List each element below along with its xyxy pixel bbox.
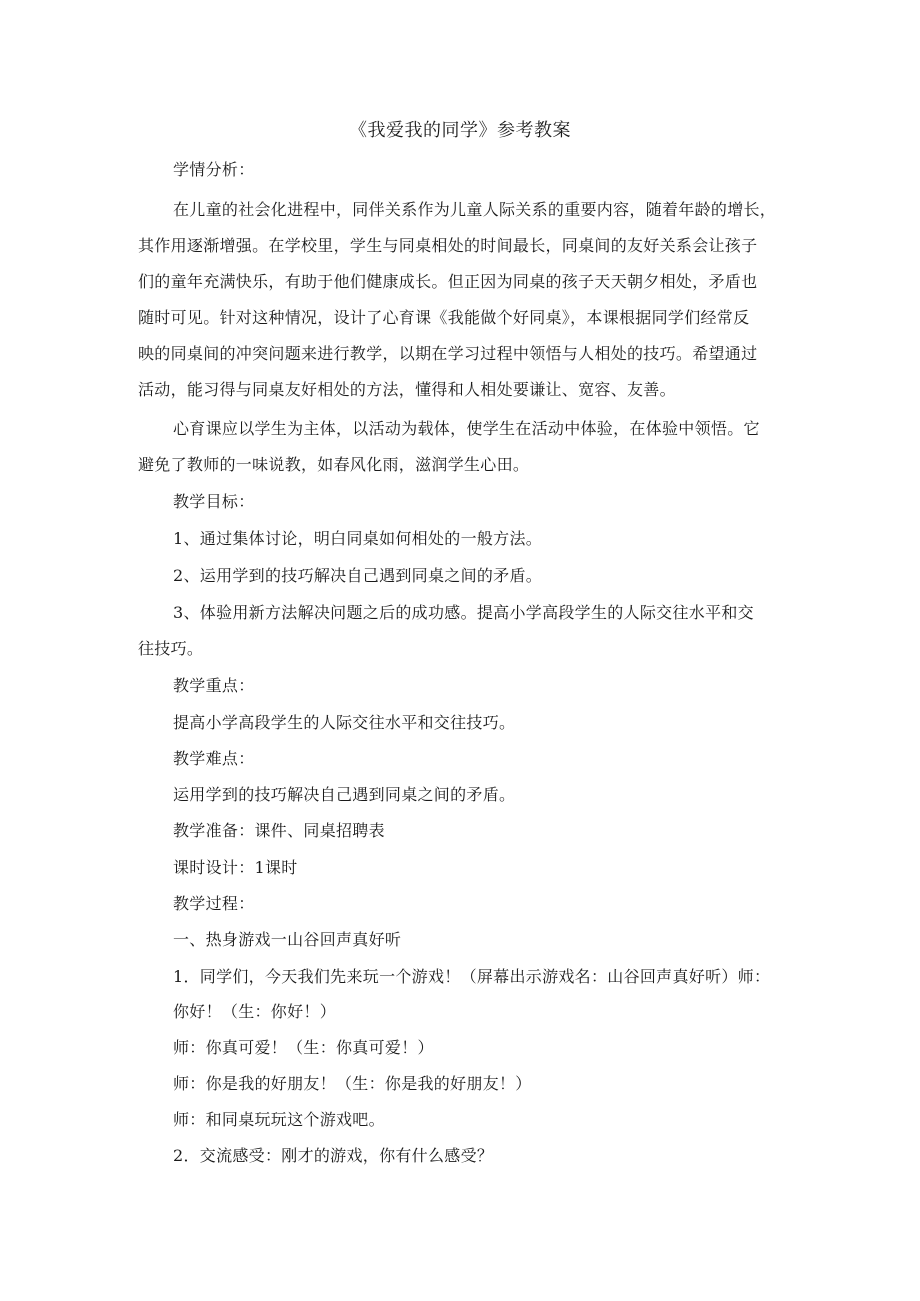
list-item: 3、体验用新方法解决问题之后的成功感。提高小学高段学生的人际交往水平和交 (173, 603, 754, 622)
paragraph-line: 心育课应以学生为主体，以活动为载体，使学生在活动中体验，在体验中领悟。它 (173, 419, 760, 438)
subsection-heading: 一、热身游戏一山谷回声真好听 (173, 930, 402, 949)
section-heading-teaching-goals: 教学目标： (173, 492, 255, 511)
list-item-continuation: 往技巧。 (138, 639, 204, 658)
teaching-preparation: 教学准备：课件、同桌招聘表 (173, 821, 385, 840)
paragraph-line: 在儿童的社会化进程中，同伴关系作为儿童人际关系的重要内容，随着年龄的增长， (173, 200, 777, 219)
paragraph-line: 2．交流感受：刚才的游戏，你有什么感受？ (173, 1146, 494, 1165)
paragraph-line: 1．同学们，今天我们先来玩一个游戏！（屏幕出示游戏名：山谷回声真好听）师： (173, 967, 771, 986)
paragraph-line: 提高小学高段学生的人际交往水平和交往技巧。 (173, 713, 516, 732)
document-title: 《我爱我的同学》参考教案 (349, 120, 571, 141)
section-heading-difficulties: 教学难点： (173, 749, 255, 768)
section-heading-key-points: 教学重点： (173, 676, 255, 695)
paragraph-line: 运用学到的技巧解决自己遇到同桌之间的矛盾。 (173, 785, 516, 804)
paragraph-line: 映的同桌间的冲突问题来进行教学，以期在学习过程中领悟与人相处的技巧。希望通过 (138, 344, 758, 363)
paragraph-line: 你好！（生：你好！） (173, 1002, 337, 1021)
paragraph-line: 们的童年充满快乐，有助于他们健康成长。但正因为同桌的孩子天天朝夕相处，矛盾也 (138, 272, 758, 291)
lesson-design: 课时设计：1课时 (173, 858, 298, 877)
list-item: 2、运用学到的技巧解决自己遇到同桌之间的矛盾。 (173, 566, 543, 585)
paragraph-line: 活动，能习得与同桌友好相处的方法，懂得和人相处要谦让、宽容、友善。 (138, 380, 676, 399)
section-heading-learning-analysis: 学情分析： (173, 160, 255, 179)
paragraph-line: 师：你是我的好朋友！（生：你是我的好朋友！） (173, 1074, 532, 1093)
section-heading-process: 教学过程： (173, 894, 255, 913)
paragraph-line: 其作用逐渐增强。在学校里，学生与同桌相处的时间最长，同桌间的友好关系会让孩子 (138, 236, 758, 255)
paragraph-line: 师：和同桌玩玩这个游戏吧。 (173, 1110, 385, 1129)
paragraph-line: 师：你真可爱！（生：你真可爱！） (173, 1038, 434, 1057)
paragraph-line: 避免了教师的一味说教，如春风化雨，滋润学生心田。 (138, 455, 530, 474)
paragraph-line: 随时可见。针对这种情况，设计了心育课《我能做个好同桌》，本课根据同学们经常反 (138, 308, 750, 327)
list-item: 1、通过集体讨论，明白同桌如何相处的一般方法。 (173, 529, 543, 548)
